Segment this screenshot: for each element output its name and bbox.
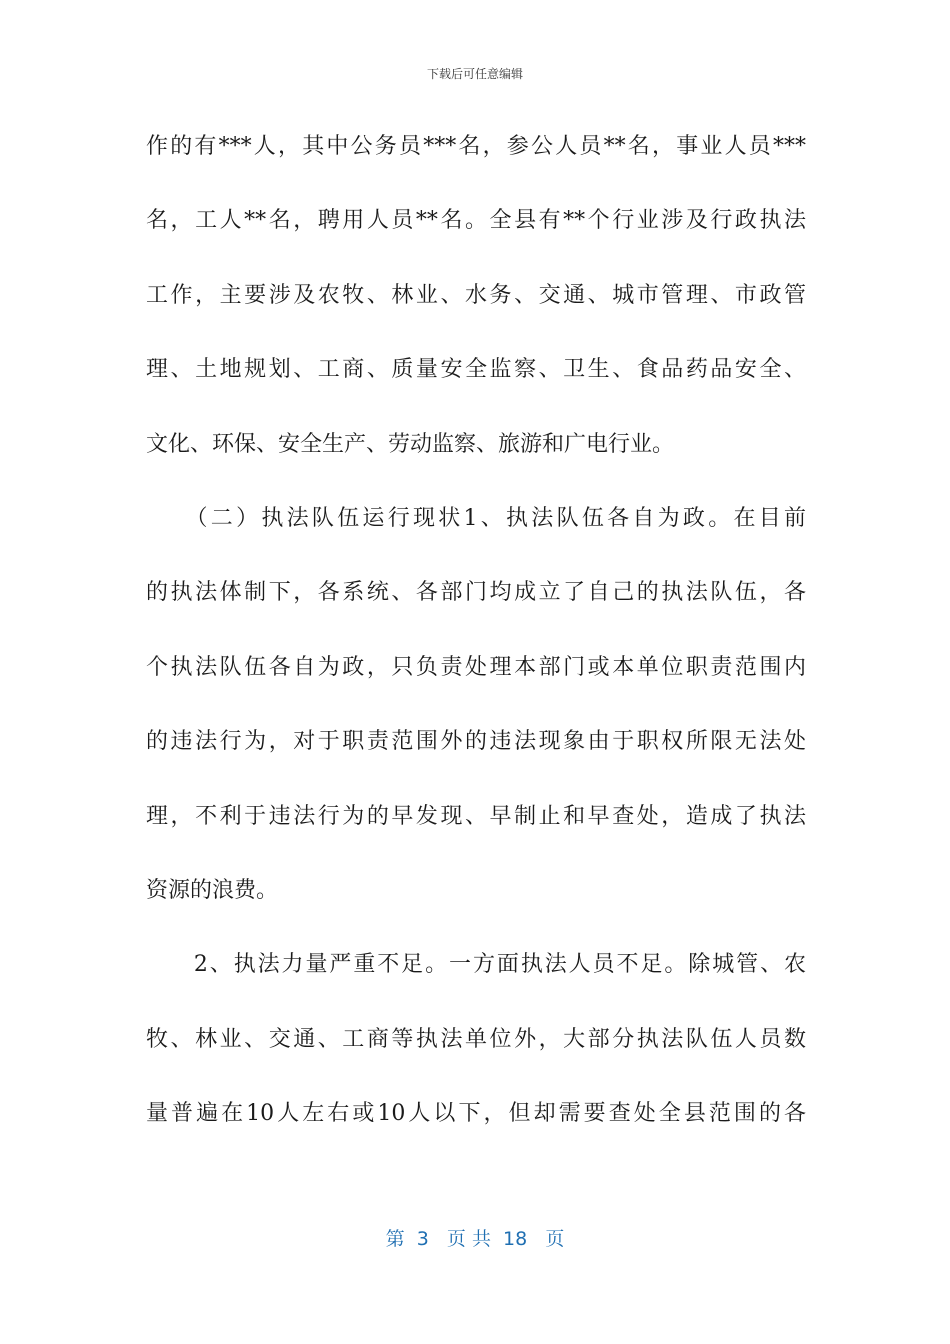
page-footer: 第 3 页 共 18 页 (385, 1228, 565, 1250)
body-line: 作的有***人，其中公务员***名，参公人员**名，事业人员*** (146, 134, 806, 159)
body-line: 个执法队伍各自为政，只负责处理本部门或本单位职责范围内 (146, 655, 806, 680)
body-line: 量普遍在10人左右或10人以下，但却需要查处全县范围的各 (146, 1101, 806, 1126)
body-line: 2、执法力量严重不足。一方面执法人员不足。除城管、农 (146, 952, 806, 977)
body-line: 文化、环保、安全生产、劳动监察、旅游和广电行业。 (146, 432, 675, 457)
body-line: 工作，主要涉及农牧、林业、水务、交通、城市管理、市政管 (146, 283, 806, 308)
body-line: （二）执法队伍运行现状1、执法队伍各自为政。在目前 (146, 506, 806, 531)
body-line: 的执法体制下，各系统、各部门均成立了自己的执法队伍，各 (146, 580, 806, 605)
body-line: 的违法行为，对于职责范围外的违法现象由于职权所限无法处 (146, 729, 806, 754)
body-line: 理、土地规划、工商、质量安全监察、卫生、食品药品安全、 (146, 357, 806, 382)
body-line: 名，工人**名，聘用人员**名。全县有**个行业涉及行政执法 (146, 208, 806, 233)
header-note: 下载后可任意编辑 (426, 67, 523, 81)
body-line: 牧、林业、交通、工商等执法单位外，大部分执法队伍人员数 (146, 1027, 806, 1052)
body-line: 理，不利于违法行为的早发现、早制止和早查处，造成了执法 (146, 804, 806, 829)
body-line: 资源的浪费。 (146, 878, 279, 903)
